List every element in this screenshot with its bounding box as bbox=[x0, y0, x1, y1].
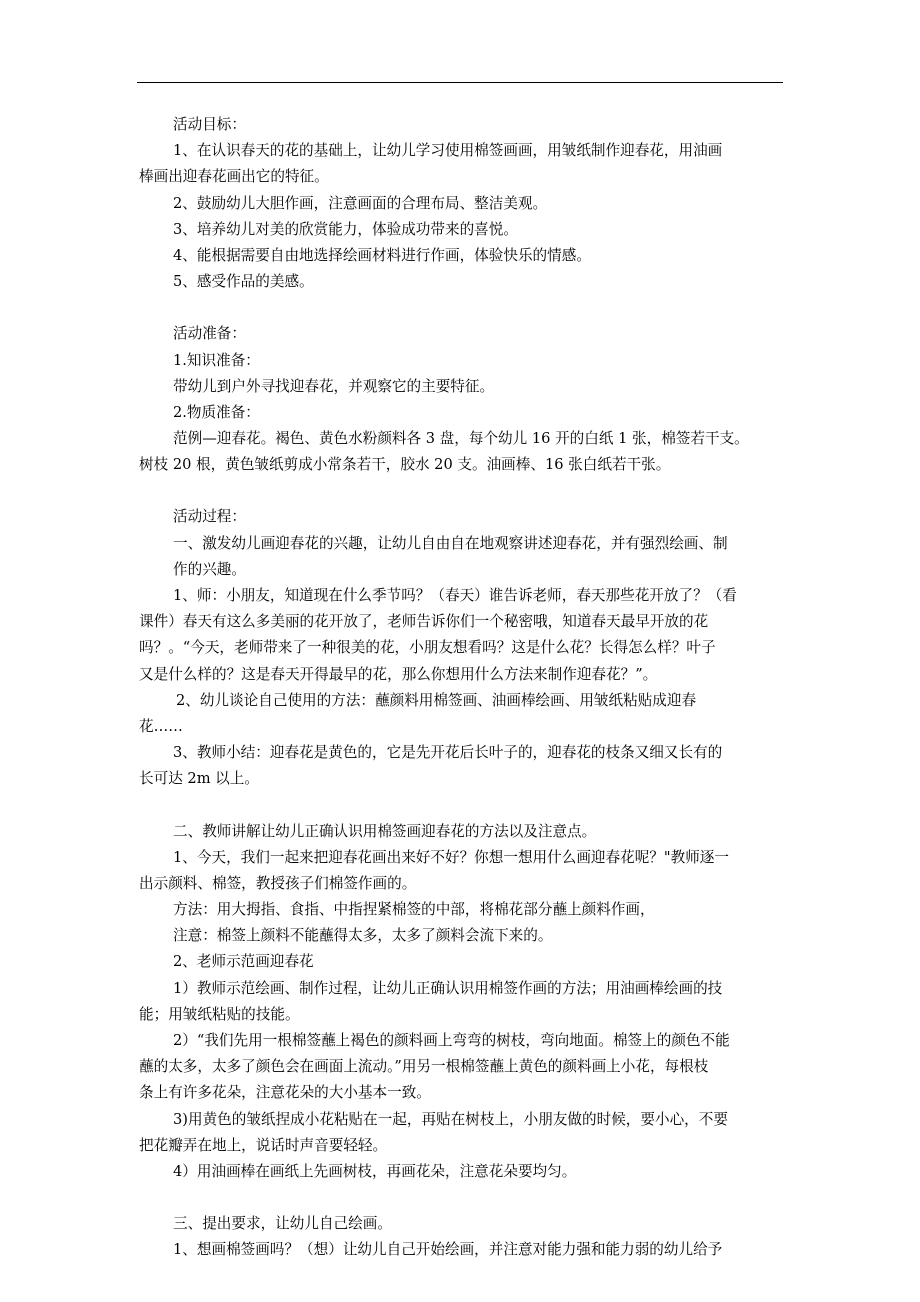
text-line: 注意：棉签上颜料不能蘸得太多，太多了颜料会流下来的。 bbox=[173, 927, 553, 945]
section-gap bbox=[139, 478, 784, 504]
text-line: 长可达 2m 以上。 bbox=[139, 770, 259, 788]
section-process-2 bbox=[139, 819, 784, 1186]
header-rule bbox=[137, 82, 783, 83]
section-process-1 bbox=[139, 504, 784, 792]
section-gap bbox=[139, 1185, 784, 1211]
text-line: 1、今天，我们一起来把迎春花画出来好不好？你想一想用什么画迎春花呢？"教师逐一 bbox=[173, 848, 729, 866]
section-preparation bbox=[139, 321, 784, 478]
text-line: 作的兴趣。 bbox=[173, 560, 246, 578]
text-line: 1.知识准备： bbox=[173, 351, 260, 369]
text-line: 2、幼儿谈论自己使用的方法：蘸颜料用棉签画、油画棒绘画、用皱纸粘贴成迎春 bbox=[176, 691, 697, 709]
text-line: 4、能根据需要自由地选择绘画材料进行作画，体验快乐的情感。 bbox=[173, 246, 591, 264]
text-line: 2、鼓励幼儿大胆作画，注意画面的合理布局、整洁美观。 bbox=[173, 194, 548, 212]
text-line: 又是什么样的？这是春天开得最早的花，那么你想用什么方法来制作迎春花？”。 bbox=[139, 665, 658, 683]
text-line: 带幼儿到户外寻找迎春花，并观察它的主要特征。 bbox=[173, 377, 495, 395]
text-line: 棒画出迎春花画出它的特征。 bbox=[139, 168, 329, 186]
text-line: 1、在认识春天的花的基础上，让幼儿学习使用棉签画画，用皱纸制作迎春花，用油画 bbox=[173, 142, 723, 160]
text-line: 1）教师示范绘画、制作过程，让幼儿正确认识用棉签作画的方法；用油画棒绘画的技 bbox=[173, 979, 723, 997]
text-line: 3)用黄色的皱纸捏成小花粘贴在一起，再贴在树枝上，小朋友做的时候，要小心，不要 bbox=[173, 1110, 728, 1128]
text-line: 活动目标： bbox=[173, 116, 246, 133]
text-line: 吗？。“今天，老师带来了一种很美的花，小朋友想看吗？这是什么花？长得怎么样？叶子 bbox=[139, 639, 716, 657]
text-line: 活动过程： bbox=[173, 508, 246, 526]
text-line: 1、想画棉签画吗？（想）让幼儿自己开始绘画，并注意对能力强和能力弱的幼儿给予 bbox=[173, 1241, 723, 1259]
text-line: 2）“我们先用一根棉签蘸上褐色的颜料画上弯弯的树枝，弯向地面。棉签上的颜色不能 bbox=[173, 1032, 730, 1049]
text-line: 蘸的太多，太多了颜色会在画面上流动。”用另一根棉签蘸上黄色的颜料画上小花，每根枝 bbox=[139, 1058, 709, 1076]
text-line: 范例—迎春花。褐色、黄色水粉颜料各 3 盘，每个幼儿 16 开的白纸 1 张，棉签若干支。 bbox=[173, 430, 749, 448]
text-line: 花…… bbox=[139, 717, 183, 735]
text-line: 一、激发幼儿画迎春花的兴趣，让幼儿自由自在地观察讲述迎春花，并有强烈绘画、制 bbox=[173, 534, 728, 552]
section-goals bbox=[139, 112, 784, 295]
document-body bbox=[139, 112, 784, 1264]
text-line: 把花瓣弄在地上，说话时声音要轻轻。 bbox=[139, 1136, 388, 1154]
section-process-3 bbox=[139, 1211, 784, 1263]
text-line: 2.物质准备： bbox=[173, 403, 260, 421]
text-line: 三、提出要求，让幼儿自己绘画。 bbox=[173, 1215, 392, 1233]
text-line: 能；用皱纸粘贴的技能。 bbox=[139, 1005, 300, 1023]
text-line: 出示颜料、棉签，教授孩子们棉签作画的。 bbox=[139, 874, 417, 892]
text-line: 1、师：小朋友，知道现在什么季节吗？（春天）谁告诉老师，春天那些花开放了？（看 bbox=[173, 587, 737, 604]
text-line: 4）用油画棒在画纸上先画树枝，再画花朵，注意花朵要均匀。 bbox=[173, 1162, 577, 1180]
text-line: 二、教师讲解让幼儿正确认识用棉签画迎春花的方法以及注意点。 bbox=[173, 822, 597, 840]
text-line: 条上有许多花朵，注意花朵的大小基本一致。 bbox=[139, 1084, 431, 1102]
text-line: 方法：用大拇指、食指、中指捏紧棉签的中部，将棉花部分蘸上颜料作画， bbox=[173, 901, 655, 919]
text-line: 5、感受作品的美感。 bbox=[173, 273, 314, 291]
text-line: 课件）春天有这么多美丽的花开放了，老师告诉你们一个秘密哦，知道春天最早开放的花 bbox=[139, 613, 709, 631]
section-gap bbox=[139, 295, 784, 321]
text-line: 活动准备： bbox=[173, 325, 246, 343]
text-line: 3、教师小结：迎春花是黄色的，它是先开花后长叶子的，迎春花的枝条又细又长有的 bbox=[173, 744, 723, 762]
text-line: 2、老师示范画迎春花 bbox=[173, 953, 314, 971]
text-line: 3、培养幼儿对美的欣赏能力，体验成功带来的喜悦。 bbox=[173, 220, 518, 238]
section-gap bbox=[139, 793, 784, 819]
text-line: 树枝 20 根，黄色皱纸剪成小常条若干，胶水 20 支。油画棒、16 张白纸若干张。 bbox=[139, 456, 671, 474]
